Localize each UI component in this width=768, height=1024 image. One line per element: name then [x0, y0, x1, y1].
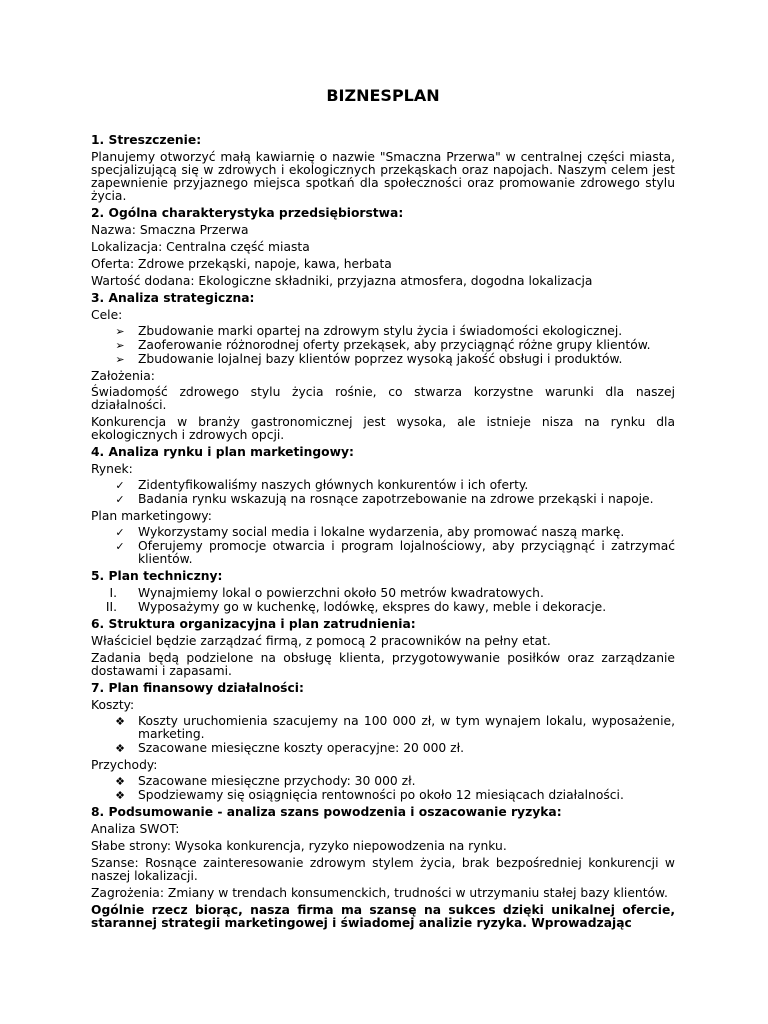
- costs-label: Koszty:: [91, 698, 135, 712]
- diamond-bullet-icon: ❖: [115, 775, 125, 788]
- document-page: [91, 86, 675, 930]
- swot-threats: Zagrożenia: Zmiany w trendach konsumenckich, trudności w utrzymaniu stałej bazy klientów.: [91, 886, 668, 900]
- diamond-bullet-icon: ❖: [115, 742, 125, 755]
- revenue-list: [91, 775, 675, 802]
- list-item: ➢ Zbudowanie lojalnej bazy klientów poprzez wysoką jakość obsługi i produktów.: [91, 353, 675, 366]
- list-item: ✓ Oferujemy promocje otwarcia i program lojalnościowy, aby przyciągnąć i zatrzymać klientów.: [91, 540, 675, 566]
- swot-opportunities: Szanse: Rosnące zainteresowanie zdrowym stylem życia, brak bezpośredniej konkurencji w naszej lokalizacji.: [91, 856, 675, 883]
- diamond-bullet-icon: ❖: [115, 715, 125, 728]
- check-bullet-icon: ✓: [115, 540, 125, 553]
- org-text: Właściciel będzie zarządzać firmą, z pomocą 2 pracowników na pełny etat.: [91, 634, 551, 648]
- costs-list: [91, 715, 675, 755]
- conclusion-text: Ogólnie rzecz biorąc, nasza firma ma szansę na sukces dzięki unikalnej ofercie, starannej strategii marketingowej i świadomej analizie ryzyka. Wprowadzając: [91, 903, 675, 930]
- section-4-heading: 4. Analiza rynku i plan marketingowy:: [91, 445, 354, 459]
- check-bullet-icon: ✓: [115, 493, 125, 506]
- list-item: ❖ Koszty uruchomienia szacujemy na 100 000 zł, w tym wynajem lokalu, wyposażenie, marketing.: [91, 715, 675, 741]
- market-label: Rynek:: [91, 462, 133, 476]
- arrow-bullet-icon: ➢: [115, 353, 125, 366]
- section-6-heading: 6. Struktura organizacyjna i plan zatrudnienia:: [91, 617, 416, 631]
- list-item: ❖ Szacowane miesięczne przychody: 30 000 zł.: [91, 775, 675, 788]
- section-3-heading: 3. Analiza strategiczna:: [91, 291, 255, 305]
- roman-numeral: I.: [109, 586, 117, 600]
- list-item: ❖ Spodziewamy się osiągnięcia rentowności po około 12 miesiącach działalności.: [91, 789, 675, 802]
- marketing-plan-list: [91, 526, 675, 566]
- list-item: I. Wynajmiemy lokal o powierzchni około 50 metrów kwadratowych.: [91, 587, 675, 600]
- list-item: ✓ Zidentyfikowaliśmy naszych głównych konkurentów i ich oferty.: [91, 479, 675, 492]
- section-8-heading: 8. Podsumowanie - analiza szans powodzenia i oszacowanie ryzyka:: [91, 805, 562, 819]
- org-text: Zadania będą podzielone na obsługę klienta, przygotowywanie posiłków oraz zarządzanie dostawami i zapasami.: [91, 651, 675, 678]
- document-title: BIZNESPLAN: [326, 86, 440, 105]
- goals-list: [91, 325, 675, 366]
- section-7-heading: 7. Plan finansowy działalności:: [91, 681, 304, 695]
- revenue-label: Przychody:: [91, 758, 158, 772]
- company-name-line: Nazwa: Smaczna Przerwa: [91, 223, 249, 237]
- list-item: ✓ Wykorzystamy social media i lokalne wydarzenia, aby promować naszą markę.: [91, 526, 675, 539]
- section-5-heading: 5. Plan techniczny:: [91, 569, 223, 583]
- company-value-line: Wartość dodana: Ekologiczne składniki, przyjazna atmosfera, dogodna lokalizacja: [91, 274, 593, 288]
- market-list: [91, 479, 675, 506]
- assumption-text: Konkurencja w branży gastronomicznej jest wysoka, ale istnieje nisza na rynku dla ekologicznych i zdrowych opcji.: [91, 415, 675, 442]
- section-1-heading: 1. Streszczenie:: [91, 133, 202, 147]
- section-1-text: Planujemy otworzyć małą kawiarnię o nazwie "Smaczna Przerwa" w centralnej części miasta, specjalizującą się w zdrowych i ekologicznych przekąskach oraz napojach. Naszym celem jest zapewnienie przyjaznego miejsca spotkań dla społeczności oraz promowanie zdrowego stylu życia.: [91, 150, 675, 203]
- marketing-plan-label: Plan marketingowy:: [91, 509, 212, 523]
- technical-plan-list: [91, 587, 675, 614]
- list-item: II. Wyposażymy go w kuchenkę, lodówkę, ekspres do kawy, meble i dekoracje.: [91, 601, 675, 614]
- list-item: ➢ Zbudowanie marki opartej na zdrowym stylu życia i świadomości ekologicznej.: [91, 325, 675, 338]
- list-item: ✓ Badania rynku wskazują na rosnące zapotrzebowanie na zdrowe przekąski i napoje.: [91, 493, 675, 506]
- company-location-line: Lokalizacja: Centralna część miasta: [91, 240, 310, 254]
- swot-label: Analiza SWOT:: [91, 822, 180, 836]
- check-bullet-icon: ✓: [115, 526, 125, 539]
- assumptions-label: Założenia:: [91, 369, 155, 383]
- section-2-heading: 2. Ogólna charakterystyka przedsiębiorstwa:: [91, 206, 404, 220]
- diamond-bullet-icon: ❖: [115, 789, 125, 802]
- arrow-bullet-icon: ➢: [115, 325, 125, 338]
- list-item: ➢ Zaoferowanie różnorodnej oferty przekąsek, aby przyciągnąć różne grupy klientów.: [91, 339, 675, 352]
- company-offer-line: Oferta: Zdrowe przekąski, napoje, kawa, herbata: [91, 257, 392, 271]
- swot-weaknesses: Słabe strony: Wysoka konkurencja, ryzyko niepowodzenia na rynku.: [91, 839, 507, 853]
- arrow-bullet-icon: ➢: [115, 339, 125, 352]
- check-bullet-icon: ✓: [115, 479, 125, 492]
- list-item: ❖ Szacowane miesięczne koszty operacyjne: 20 000 zł.: [91, 742, 675, 755]
- roman-numeral: II.: [105, 600, 117, 614]
- goals-label: Cele:: [91, 308, 123, 322]
- assumption-text: Świadomość zdrowego stylu życia rośnie, co stwarza korzystne warunki dla naszej działalności.: [91, 385, 675, 412]
